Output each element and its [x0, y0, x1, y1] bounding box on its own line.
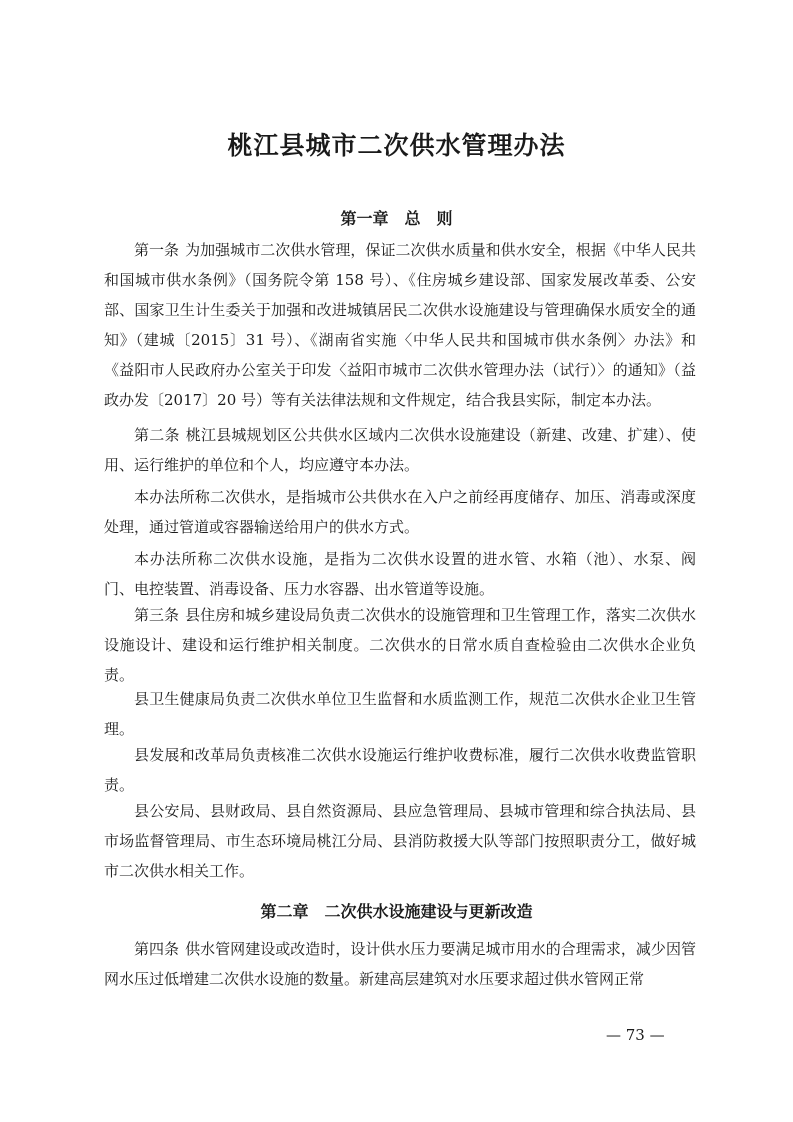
article-2-paragraph	[104, 420, 696, 480]
paragraph-text: 为加强城市二次供水管理，保证二次供水质量和供水安全，根据《中华人民共和国城市供水条例》（国务院令第 158 号）、《住房城乡建设部、国家发展改革委、公安部、国家卫生计生委关于加强和改进城镇居民二次供水设施建设与管理确保水质安全的通知》（建城〔2015〕31 号）、《湖南省实施〈中华人民共和国城市供水条例〉办法》和《益阳市人民政府办公室关于印发〈益阳市城市二次供水管理办法（试行）〉的通知》（益政办发〔2017〕20 号）等有关法律法规和文件规定，结合我县实际，制定本办法。	[104, 241, 696, 409]
paragraph-text: 桃江县城规划区公共供水区域内二次供水设施建设（新建、改建、扩建）、使用、运行维护的单位和个人，均应遵守本办法。	[104, 426, 696, 474]
paragraph-text: 本办法所称二次供水，是指城市公共供水在入户之前经再度储存、加压、消毒或深度处理，通过管道或容器输送给用户的供水方式。	[104, 488, 696, 536]
definition-secondary-supply-paragraph	[104, 482, 696, 542]
article-label: 第二条	[134, 426, 180, 444]
paragraph-text: 县发展和改革局负责核准二次供水设施运行维护收费标准，履行二次供水收费监管职责。	[104, 746, 696, 794]
chapter-heading-1: 第一章 总 则	[340, 209, 453, 228]
paragraph-text: 供水管网建设或改造时，设计供水压力要满足城市用水的合理需求，减少因管网水压过低增建二次供水设施的数量。新建高层建筑对水压要求超过供水管网正常	[104, 940, 696, 988]
article-label: 第四条	[134, 940, 180, 958]
article-3-paragraph	[104, 600, 696, 690]
health-bureau-paragraph	[104, 684, 696, 744]
paragraph-text: 本办法所称二次供水设施，是指为二次供水设置的进水管、水箱（池）、水泵、阀门、电控装置、消毒设备、压力水容器、出水管道等设施。	[104, 550, 696, 598]
paragraph-text: 县卫生健康局负责二次供水单位卫生监督和水质监测工作，规范二次供水企业卫生管理。	[104, 690, 696, 738]
chapter-heading-2: 第二章 二次供水设施建设与更新改造	[260, 902, 533, 921]
document-title: 桃江县城市二次供水管理办法	[227, 131, 566, 160]
page-number: — 73 —	[606, 1026, 665, 1044]
article-label: 第一条	[134, 241, 180, 259]
definition-facilities-paragraph	[104, 544, 696, 604]
paragraph-text: 县公安局、县财政局、县自然资源局、县应急管理局、县城市管理和综合执法局、县市场监督管理局、市生态环境局桃江分局、县消防救援大队等部门按照职责分工，做好城市二次供水相关工作。	[104, 802, 696, 880]
paragraph-text: 县住房和城乡建设局负责二次供水的设施管理和卫生管理工作，落实二次供水设施设计、建设和运行维护相关制度。二次供水的日常水质自查检验由二次供水企业负责。	[104, 606, 696, 684]
development-bureau-paragraph	[104, 740, 696, 800]
article-label: 第三条	[134, 606, 180, 624]
article-1-paragraph	[104, 235, 696, 415]
departments-paragraph	[104, 796, 696, 886]
article-4-paragraph	[104, 934, 696, 994]
